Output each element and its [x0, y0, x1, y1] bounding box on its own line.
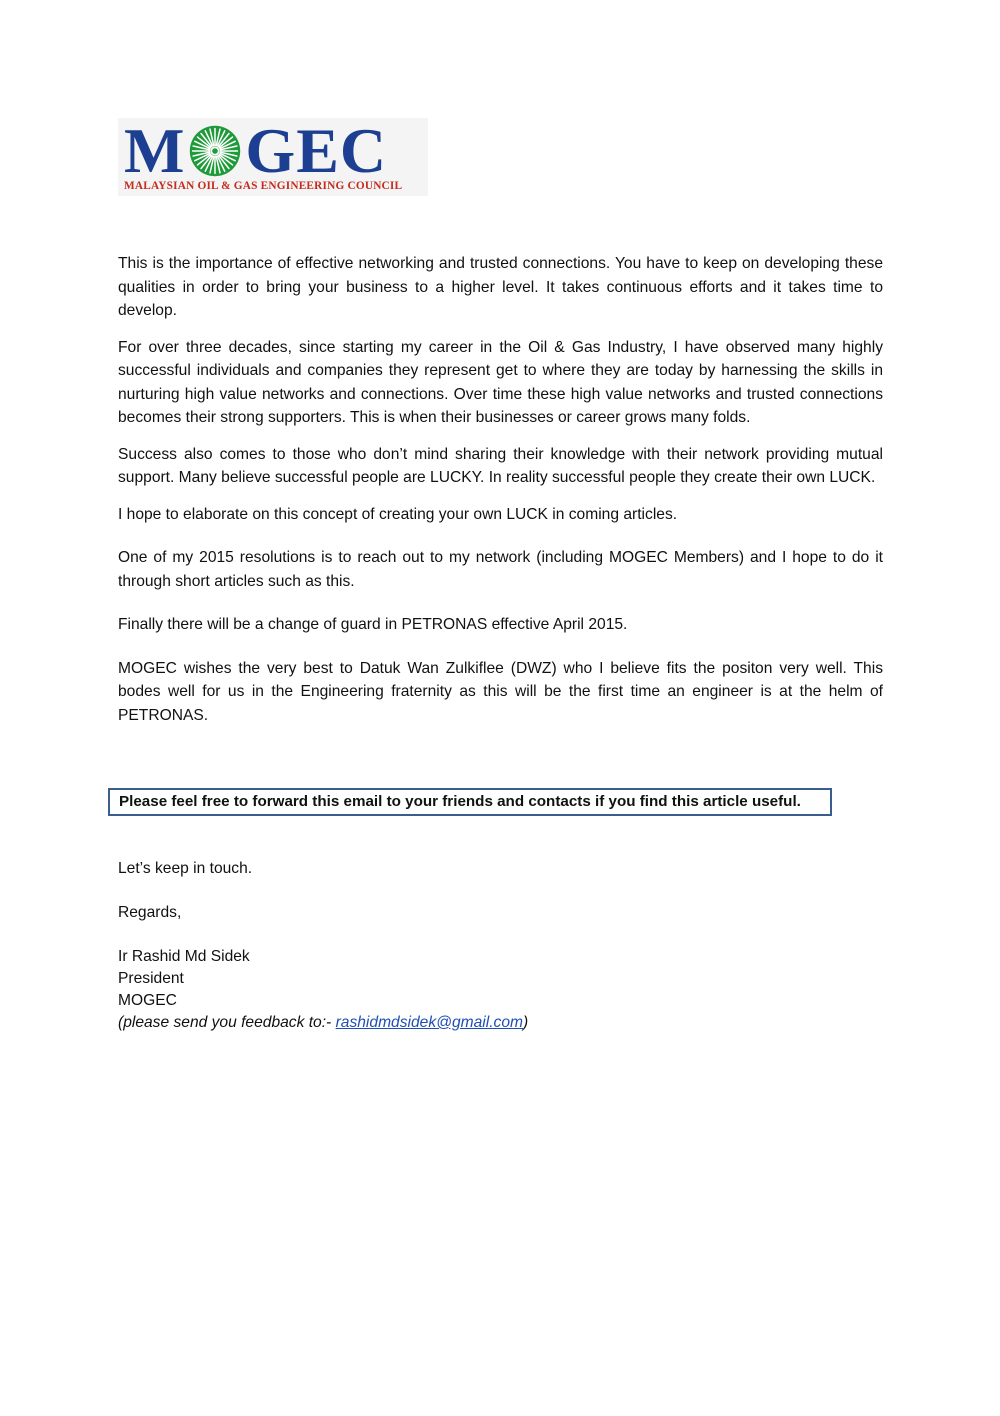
article-body [118, 252, 883, 727]
paragraph: This is the importance of effective networking and trusted connections. You have to keep on developing these qualities in order to bring your business to a higher level. It takes continuous efforts and it takes time to develop. [118, 255, 883, 319]
signature-block [118, 946, 528, 1034]
palm-emblem-icon [187, 123, 243, 179]
email-link[interactable]: rashidmdsidek@gmail.com [335, 1014, 524, 1031]
closing-line: Let’s keep in touch. [118, 860, 253, 877]
feedback-prefix: (please send you feedback to:- [118, 1014, 336, 1031]
logo-wordmark [124, 115, 388, 186]
logo-subtitle: MALAYSIAN OIL & GAS ENGINEERING COUNCIL [124, 180, 403, 192]
signer-title: President [118, 970, 184, 987]
paragraph: MOGEC wishes the very best to Datuk Wan Zulkiflee (DWZ) who I believe fits the positon very well. This bodes well for us in the Engineering fraternity as this will be the first time an engineer is at the helm of PETRONAS. [118, 659, 883, 724]
mogec-logo [118, 115, 428, 196]
paragraph: For over three decades, since starting my career in the Oil & Gas Industry, I have observed many highly successful individuals and companies they represent get to where they are today by harnessing the skills in nurturing high value networks and connections. Over time these high value networks and trusted connections becomes their strong supporters. This is when their businesses or career grows many folds. [118, 338, 883, 426]
signer-name: Ir Rashid Md Sidek [118, 948, 250, 965]
logo-word-end: GEC [245, 115, 388, 186]
feedback-line [118, 1012, 528, 1034]
feedback-suffix: ) [523, 1014, 529, 1031]
paragraph: One of my 2015 resolutions is to reach out to my network (including MOGEC Members) and I hope to do it through short articles such as this. [118, 549, 883, 590]
paragraph: Finally there will be a change of guard in PETRONAS effective April 2015. [118, 616, 628, 633]
forward-callout-box: Please feel free to forward this email to your friends and contacts if you find this article useful. [108, 788, 832, 816]
signer-org: MOGEC [118, 992, 177, 1009]
logo-word-start: M [124, 115, 186, 186]
regards-line: Regards, [118, 904, 182, 921]
paragraph: Success also comes to those who don’t mind sharing their knowledge with their network providing mutual support. Many believe successful people are LUCKY. In reality successful people they create their own LUCK. [118, 445, 883, 486]
paragraph: I hope to elaborate on this concept of creating your own LUCK in coming articles. [118, 505, 678, 523]
